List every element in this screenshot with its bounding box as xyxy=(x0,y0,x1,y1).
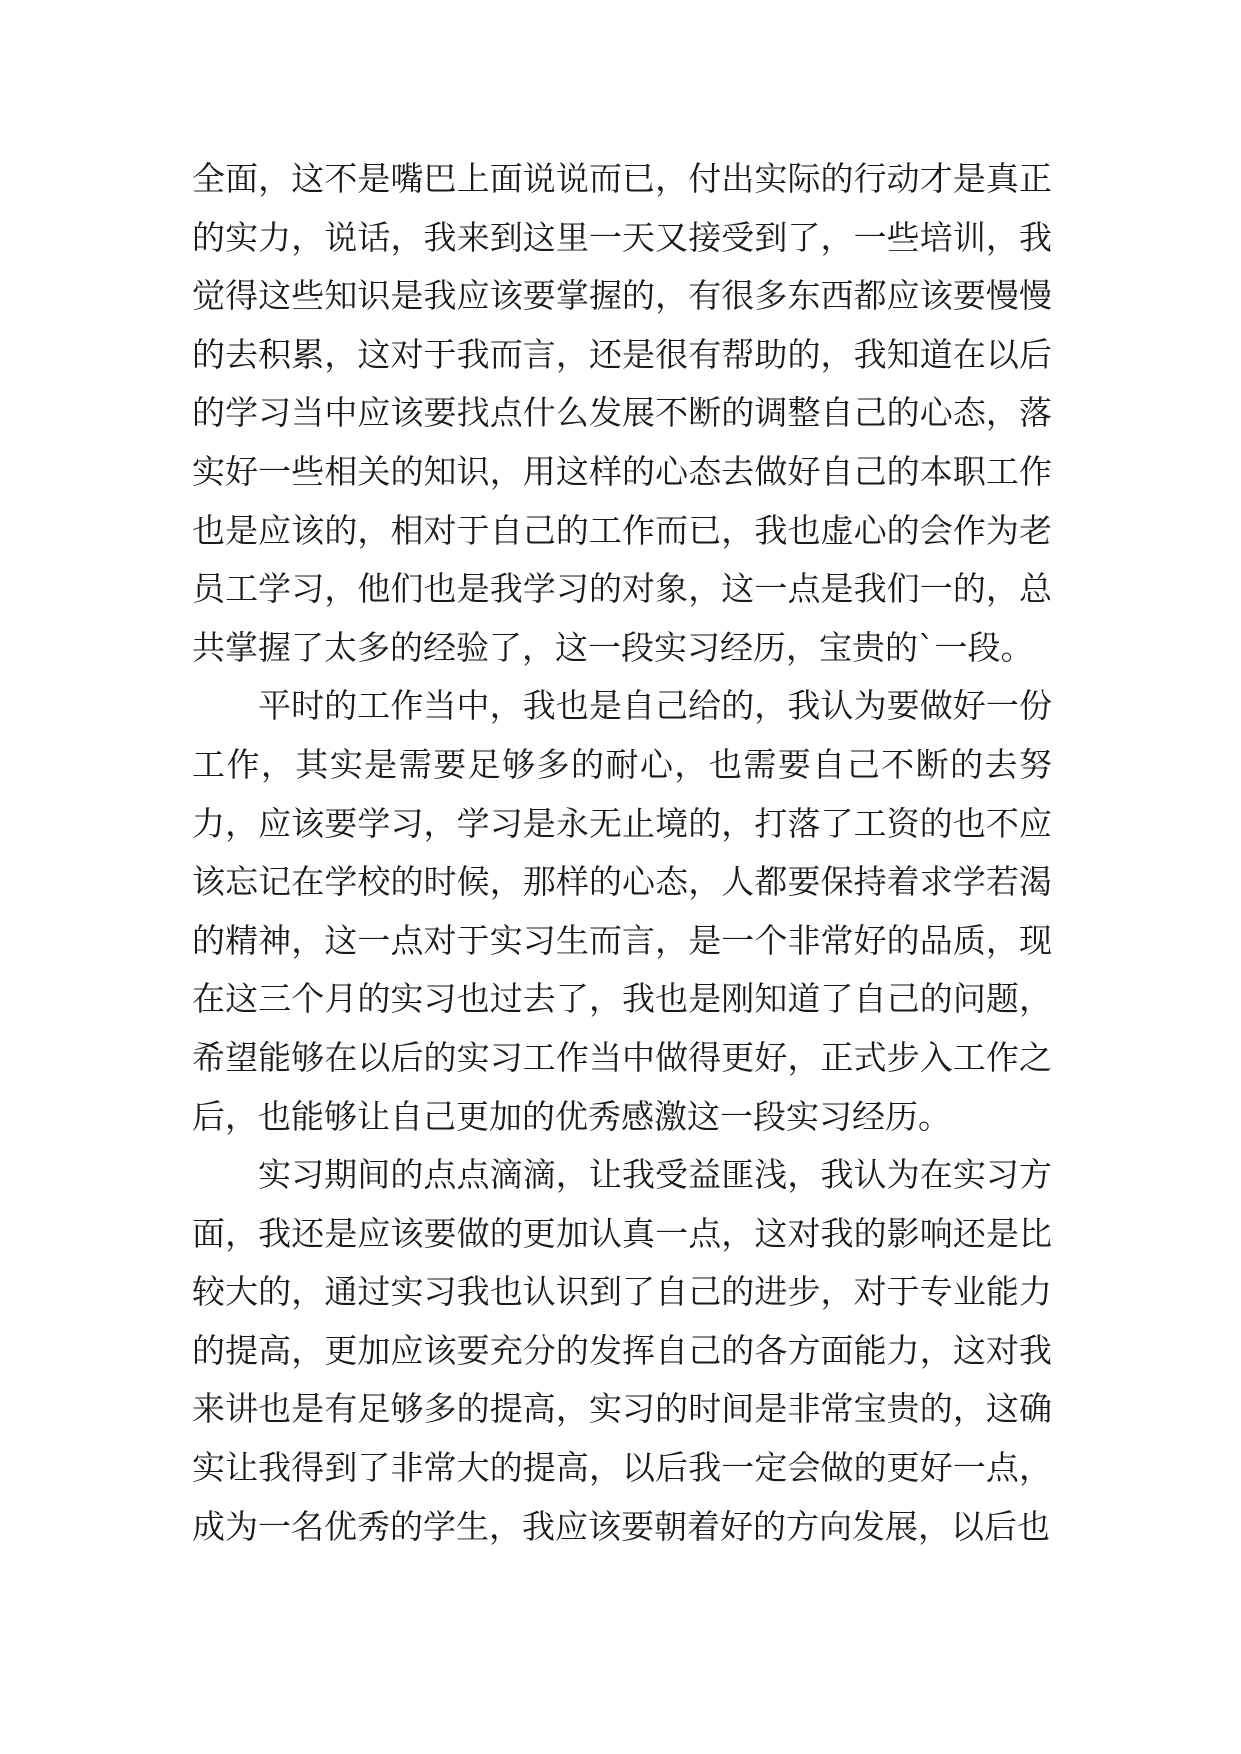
paragraph-2: 平时的工作当中，我也是自己给的，我认为要做好一份工作，其实是需要足够多的耐心，也需要自己不断的去努力，应该要学习，学习是永无止境的，打落了工资的也不应该忘记在学校的时候，那样的心态，人都要保持着求学若渴的精神，这一点对于实习生而言，是一个非常好的品质，现在这三个月的实习也过去了，我也是刚知道了自己的问题，希望能够在以后的实习工作当中做得更好，正式步入工作之后，也能够让自己更加的优秀感激这一段实习经历。 xyxy=(192,686,1052,1136)
document-body xyxy=(192,150,1052,1556)
paragraph-1: 全面，这不是嘴巴上面说说而已，付出实际的行动才是真正的实力，说话，我来到这里一天又接受到了，一些培训，我觉得这些知识是我应该要掌握的，有很多东西都应该要慢慢的去积累，这对于我而言，还是很有帮助的，我知道在以后的学习当中应该要找点什么发展不断的调整自己的心态，落实好一些相关的知识，用这样的心态去做好自己的本职工作也是应该的，相对于自己的工作而已，我也虚心的会作为老员工学习，他们也是我学习的对象，这一点是我们一的，总共掌握了太多的经验了，这一段实习经历，宝贵的`一段。 xyxy=(192,159,1052,667)
paragraph-3: 实习期间的点点滴滴，让我受益匪浅，我认为在实习方面，我还是应该要做的更加认真一点，这对我的影响还是比较大的，通过实习我也认识到了自己的进步，对于专业能力的提高，更加应该要充分的发挥自己的各方面能力，这对我来讲也是有足够多的提高，实习的时间是非常宝贵的，这确实让我得到了非常大的提高，以后我一定会做的更好一点，成为一名优秀的学生，我应该要朝着好的方向发展，以后也 xyxy=(192,1155,1052,1546)
